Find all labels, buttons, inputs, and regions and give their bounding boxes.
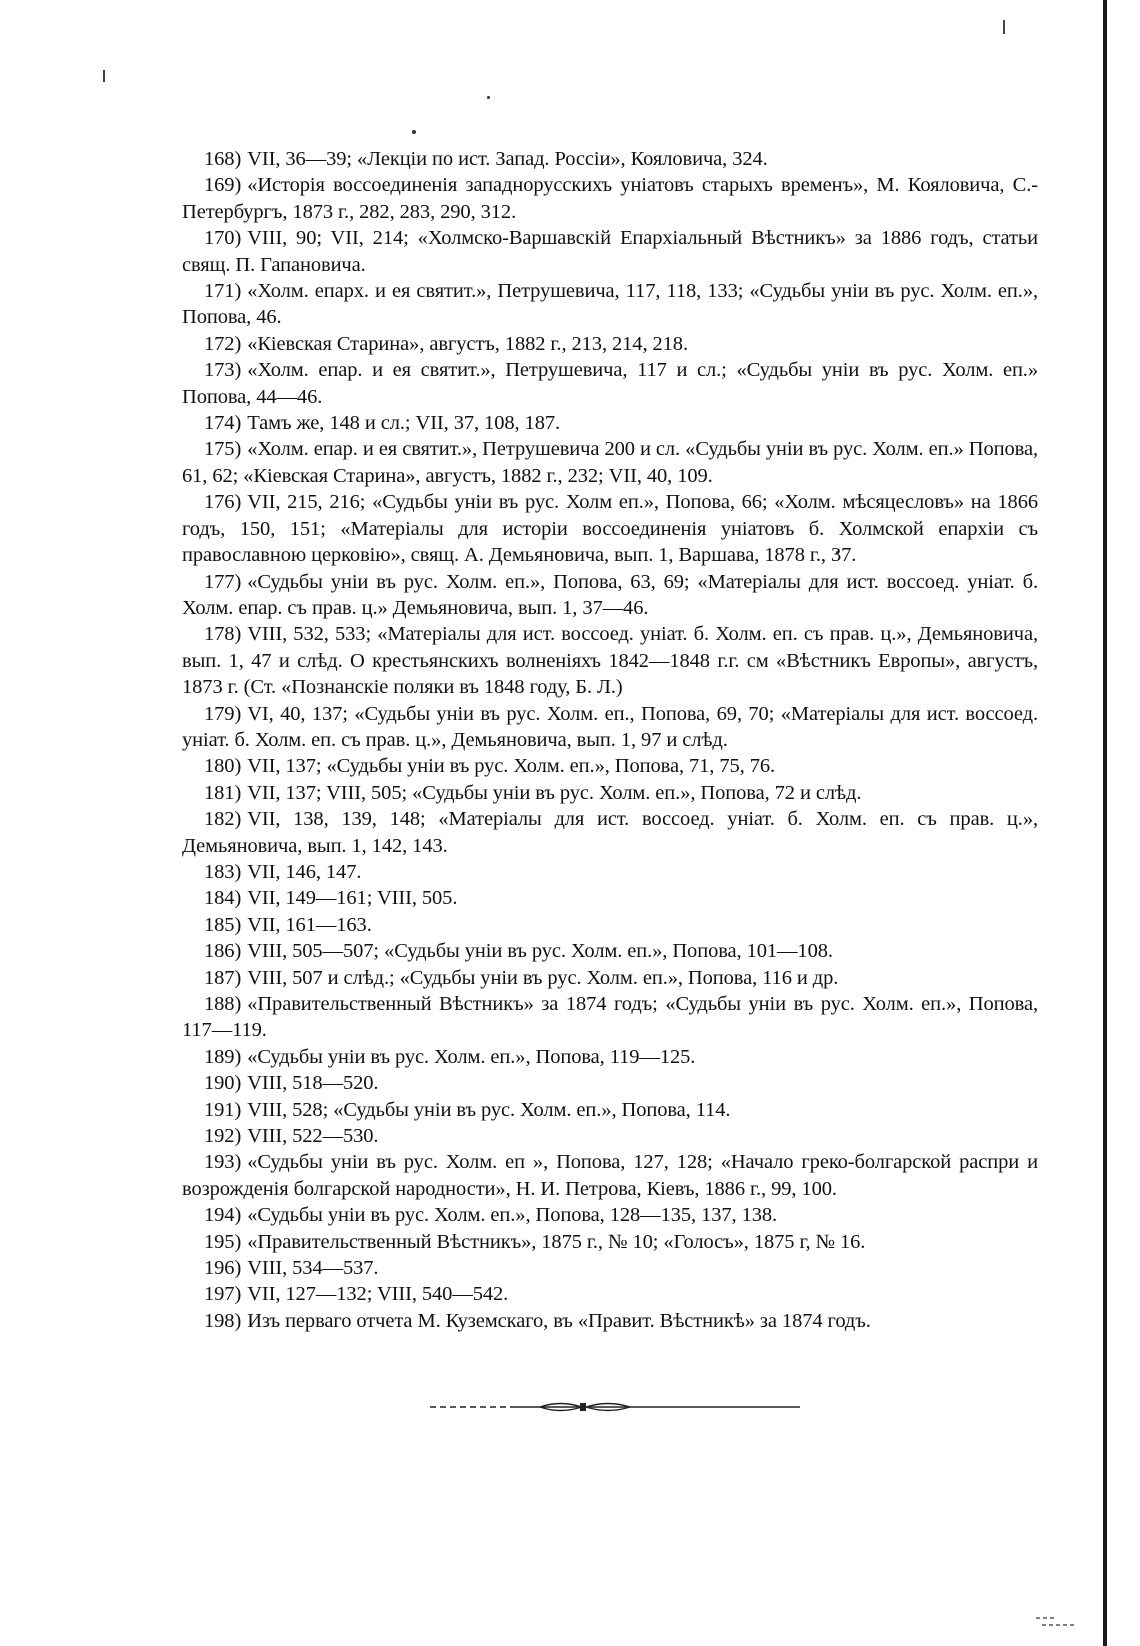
footnote-number: 189) [204, 1045, 242, 1068]
scan-speck [412, 130, 416, 134]
footnote [182, 436, 1038, 489]
footnote-text: VIII, 522—530. [247, 1125, 379, 1148]
footnote-text: «Исторія воссоединенія западнорусскихъ уніатовъ старыхъ временъ», М. Кояловича, С.-Петербургъ, 1873 г., 282, 283, 290, 312. [182, 174, 1038, 223]
footnote-text: VII, 161—163. [247, 913, 372, 936]
footnote [182, 859, 1038, 885]
footnote [182, 1255, 1038, 1281]
footnote [182, 701, 1038, 754]
footnote-text: VII, 137; VIII, 505; «Судьбы уніи въ рус. Холм. еп.», Попова, 72 и слѣд. [247, 781, 862, 804]
footnote-text: Изъ перваго отчета М. Куземскаго, въ «Правит. Вѣстникѣ» за 1874 годъ. [247, 1309, 871, 1332]
footnote-text: VI, 40, 137; «Судьбы уніи въ рус. Холм. еп., Попова, 69, 70; «Матеріалы для ист. воссоед. уніат. б. Холм. еп. съ прав. ц.», Демьяновича, вып. 1, 97 и слѣд. [182, 702, 1038, 751]
footnote-number: 186) [204, 940, 242, 963]
footnote [182, 278, 1038, 331]
footnote-text: VIII, 507 и слѣд.; «Судьбы уніи въ рус. Холм. еп.», Попова, 116 и др. [247, 966, 839, 989]
footnote-number: 196) [204, 1257, 242, 1280]
footnote [182, 489, 1038, 568]
footnote [182, 753, 1038, 779]
footnote-number: 192) [204, 1125, 242, 1148]
footnote-number: 179) [204, 702, 242, 725]
footnote [182, 912, 1038, 938]
footnote-text: «Судьбы уніи въ рус. Холм. еп », Попова, 127, 128; «Начало греко-болгарской распри и возрожденія болгарской народности», Н. И. Петрова, Кіевъ, 1886 г., 99, 100. [182, 1151, 1038, 1200]
footnote-number: 183) [204, 860, 242, 883]
footnote [182, 1070, 1038, 1096]
footnote-number: 175) [204, 438, 242, 461]
footnote-list [182, 146, 1038, 1334]
footnote-text: VII, 137; «Судьбы уніи въ рус. Холм. еп.», Попова, 71, 75, 76. [247, 755, 776, 778]
footnote [182, 806, 1038, 859]
footnote-number: 170) [204, 227, 242, 250]
footnote-text: VII, 146, 147. [247, 860, 362, 883]
footnote-number: 197) [204, 1283, 242, 1306]
scan-speck [487, 96, 490, 99]
footnote [182, 991, 1038, 1044]
footnote-text: «Холм. епар. и ея святит.», Петрушевича, 117 и сл.; «Судьбы уніи въ рус. Холм. еп.» Попова, 44—46. [182, 359, 1038, 408]
footnote-text: «Судьбы уніи въ рус. Холм. еп.», Попова, 128—135, 137, 138. [247, 1204, 778, 1227]
footnote [182, 172, 1038, 225]
footnote-number: 185) [204, 913, 242, 936]
footnote-number: 187) [204, 966, 242, 989]
footnote [182, 780, 1038, 806]
scan-mark [103, 70, 105, 82]
footnote-number: 181) [204, 781, 242, 804]
footnote-number: 182) [204, 808, 242, 831]
footnote [182, 885, 1038, 911]
footnote-number: 176) [204, 491, 242, 514]
footnote-number: 172) [204, 332, 242, 355]
footnote-number: 169) [204, 174, 242, 197]
footnote-number: 173) [204, 359, 242, 382]
footnote-number: 184) [204, 887, 242, 910]
scan-mark [1003, 20, 1005, 34]
footnote-text: VIII, 518—520. [247, 1072, 379, 1095]
footnote-text: VIII, 90; VII, 214; «Холмско-Варшавскій Епархіальный Вѣстникъ» за 1886 годъ, статьи свящ. П. Гапановича. [182, 227, 1038, 276]
footnote [182, 1044, 1038, 1070]
footnote-number: 191) [204, 1098, 242, 1121]
footnote-number: 174) [204, 412, 242, 435]
footnote-text: VII, 215, 216; «Судьбы уніи въ рус. Холм еп.», Попова, 66; «Холм. мѣсяцесловъ» на 1866 годъ, 150, 151; «Матеріалы для исторіи воссоединенія уніатовъ б. Холмской епархіи съ православною церковію», свящ. А. Демьяновича, вып. 1, Варшава, 1878 г., 37. [182, 491, 1038, 567]
footnote [182, 621, 1038, 700]
footnote-number: 178) [204, 623, 242, 646]
footnote [182, 938, 1038, 964]
footnote-text: «Холм. епарх. и ея святит.», Петрушевича, 117, 118, 133; «Судьбы уніи въ рус. Холм. еп.», Попова, 46. [182, 280, 1038, 329]
footnote [182, 1123, 1038, 1149]
footnote-number: 171) [204, 280, 242, 303]
footnote-number: 180) [204, 755, 242, 778]
footnote [182, 965, 1038, 991]
footnote-text: VIII, 528; «Судьбы уніи въ рус. Холм. еп.», Попова, 114. [247, 1098, 731, 1121]
footnote-text: VII, 149—161; VIII, 505. [247, 887, 458, 910]
footnote-number: 188) [204, 993, 242, 1015]
footnote-text: «Правительственный Вѣстникъ» за 1874 годъ; «Судьбы уніи въ рус. Холм. еп.», Попова, 117—119. [182, 993, 1038, 1042]
page-corner-mark [1036, 1614, 1080, 1628]
footnote [182, 1097, 1038, 1123]
footnote [182, 331, 1038, 357]
footnote [182, 1229, 1038, 1255]
footnote-number: 168) [204, 148, 242, 170]
footnote-text: «Судьбы уніи въ рус. Холм. еп.», Попова, 119—125. [247, 1045, 696, 1068]
footnote [182, 225, 1038, 278]
footnote-number: 198) [204, 1309, 242, 1332]
footnote-number: 177) [204, 570, 242, 593]
footnote-text: VII, 138, 139, 148; «Матеріалы для ист. воссоед. уніат. б. Холм. еп. съ прав. ц.», Демьяновича, вып. 1, 142, 143. [182, 808, 1038, 857]
footnote-number: 195) [204, 1230, 242, 1253]
footnote [182, 569, 1038, 622]
footnote [182, 410, 1038, 436]
footnote [182, 1202, 1038, 1228]
footnote-number: 194) [204, 1204, 242, 1227]
footnote-text: VIII, 505—507; «Судьбы уніи въ рус. Холм. еп.», Попова, 101—108. [247, 940, 833, 963]
footnote [182, 1308, 1038, 1334]
footnote-text: «Холм. епар. и ея святит.», Петрушевича 200 и сл. «Судьбы уніи въ рус. Холм. еп.» Попова, 61, 62; «Кіевская Старина», августъ, 1882 г., 232; VII, 40, 109. [182, 438, 1038, 487]
footnote-text: VIII, 532, 533; «Матеріалы для ист. воссоед. уніат. б. Холм. еп. съ прав. ц.», Демьяновича, вып. 1, 47 и слѣд. О крестьянскихъ волненіяхъ 1842—1848 г.г. см «Вѣстникъ Европы», августъ, 1873 г. (Ст. «Познанскіе поляки въ 1848 году, Б. Л.) [182, 623, 1038, 699]
footnote-text: VII, 127—132; VIII, 540—542. [247, 1283, 509, 1306]
footnote [182, 146, 1038, 172]
footnote-text: Тамъ же, 148 и сл.; VII, 37, 108, 187. [247, 412, 561, 435]
footnote-text: «Кіевская Старина», августъ, 1882 г., 213, 214, 218. [247, 332, 688, 355]
page-edge-rule [1103, 0, 1107, 1646]
footnote-text: «Судьбы уніи въ рус. Холм. еп.», Попова, 63, 69; «Матеріалы для ист. воссоед. уніат. б. Холм. епар. съ прав. ц.» Демьяновича, вып. 1, 37—46. [182, 570, 1038, 619]
footnote-number: 190) [204, 1072, 242, 1095]
footnote [182, 1281, 1038, 1307]
footnote [182, 357, 1038, 410]
footnote-text: VIII, 534—537. [247, 1257, 379, 1280]
ornament-rule [430, 1395, 800, 1419]
footnote [182, 1149, 1038, 1202]
footnote-text: «Правительственный Вѣстникъ», 1875 г., № 10; «Голосъ», 1875 г, № 16. [247, 1230, 866, 1253]
footnote-number: 193) [204, 1151, 242, 1174]
footnote-text: VII, 36—39; «Лекціи по ист. Запад. Россіи», Кояловича, 324. [247, 148, 768, 170]
